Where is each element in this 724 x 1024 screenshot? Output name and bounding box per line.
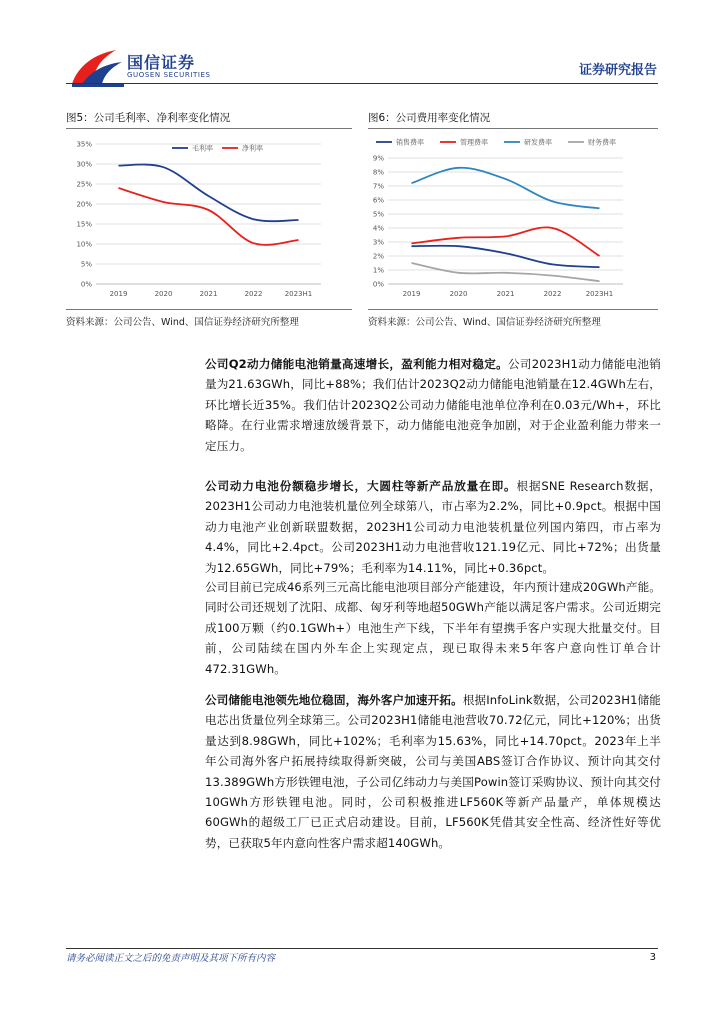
paragraph-energy-storage bbox=[205, 690, 661, 853]
x-tick-label: 2020 bbox=[449, 290, 468, 298]
y-tick-label: 7% bbox=[372, 182, 384, 191]
y-tick-label: 20% bbox=[76, 200, 92, 209]
paragraph-capacity-build bbox=[205, 577, 661, 679]
figure-5-bottom-rule bbox=[66, 309, 352, 310]
legend-label: 销售费率 bbox=[396, 138, 424, 147]
legend-label: 管理费率 bbox=[460, 138, 488, 147]
page-number: 3 bbox=[649, 952, 656, 963]
legend-label: 财务费率 bbox=[588, 138, 616, 147]
report-type-label: 证券研究报告 bbox=[578, 63, 657, 78]
y-tick-label: 35% bbox=[76, 140, 92, 149]
figure-5-title: 图5：公司毛利率、净利率变化情况 bbox=[66, 112, 231, 124]
x-tick-label: 2019 bbox=[402, 290, 421, 298]
y-tick-label: 0% bbox=[372, 280, 384, 289]
y-tick-label: 10% bbox=[76, 240, 92, 249]
x-tick-label: 2022 bbox=[543, 290, 562, 298]
y-tick-label: 9% bbox=[372, 154, 384, 163]
paragraph-heading: 公司Q2动力储能电池销量高速增长，盈利能力相对稳定。 bbox=[205, 357, 509, 371]
paragraph-text: 公司目前已完成46系列三元高比能电池项目部分产能建设，年内预计建成20GWh产能。同时公司还规划了沈阳、成都、匈牙利等地超50GWh产能以满足客户需求。公司近期完成100万颗（约0.1GWh+）电池生产下线，下半年有望携手客户实现大批量交付。目前，公司陆续在国内外车企上实现定点，现已取得未来5年客户意向性订单合计472.31GWh。 bbox=[205, 580, 661, 676]
y-tick-label: 4% bbox=[372, 224, 384, 233]
legend-label: 毛利率 bbox=[192, 144, 213, 153]
series-line-0 bbox=[119, 165, 299, 222]
y-tick-label: 5% bbox=[80, 260, 92, 269]
logo-english-name: GUOSEN SECURITIES bbox=[127, 71, 211, 79]
x-tick-label: 2021 bbox=[199, 290, 218, 298]
paragraph-power-battery-share bbox=[205, 476, 661, 578]
page-header bbox=[0, 0, 724, 100]
paragraph-text: 根据SNE Research数据，2023H1公司动力电池装机量位列全球第八，市占率为2.2%，同比+0.9pct。根据中国动力电池产业创新联盟数据，2023H1公司动力电池装机量位列国内第四，市占率为4.4%，同比+2.4pct。公司2023H1动力电池营收121.19亿元、同比+72%；出货量为12.65GWh，同比+79%；毛利率为14.11%，同比+0.36pct。 bbox=[205, 479, 661, 575]
legend-label: 净利率 bbox=[242, 144, 263, 153]
x-tick-label: 2020 bbox=[154, 290, 173, 298]
legend-label: 研发费率 bbox=[524, 138, 552, 147]
y-tick-label: 2% bbox=[372, 252, 384, 261]
series-line-2 bbox=[412, 168, 600, 209]
paragraph-q2-sales bbox=[205, 354, 661, 456]
paragraph-heading: 公司动力电池份额稳步增长，大圆柱等新产品放量在即。 bbox=[205, 479, 517, 493]
chart-expense-ratios bbox=[368, 132, 653, 304]
figure-5-top-rule bbox=[66, 128, 352, 129]
figure-6-source: 资料来源：公司公告、Wind、国信证券经济研究所整理 bbox=[368, 317, 601, 328]
x-tick-label: 2022 bbox=[244, 290, 263, 298]
y-tick-label: 15% bbox=[76, 220, 92, 229]
y-tick-label: 3% bbox=[372, 238, 384, 247]
footer-disclaimer: 请务必阅读正文之后的免责声明及其项下所有内容 bbox=[66, 953, 276, 964]
x-tick-label: 2023H1 bbox=[585, 290, 614, 298]
figure-5-source: 资料来源：公司公告、Wind、国信证券经济研究所整理 bbox=[66, 317, 299, 328]
y-tick-label: 0% bbox=[80, 280, 92, 289]
paragraph-text: 公司2023H1动力储能电池销量为21.63GWh，同比+88%；我们估计2023Q2动力储能电池销量在12.4GWh左右，环比增长近35%。我们估计2023Q2公司动力储能电池单位净利在0.03元/Wh+，环比略降。在行业需求增速放缓背景下，动力储能电池竞争加剧，对于企业盈利能力带来一定压力。 bbox=[205, 357, 661, 453]
logo-chinese-name: 国信证券 bbox=[127, 53, 196, 72]
y-tick-label: 25% bbox=[76, 180, 92, 189]
x-tick-label: 2023H1 bbox=[284, 290, 313, 298]
y-tick-label: 8% bbox=[372, 168, 384, 177]
paragraph-text: 根据InfoLink数据，公司2023H1储能电芯出货量位列全球第三。公司2023H1储能电池营收70.72亿元，同比+120%；出货量达到8.98GWh，同比+102%；毛利率为15.63%，同比+14.70pct。2023年上半年公司海外客户拓展持续取得新突破，公司与美国ABS签订合作协议、预计向其交付13.389GWh方形铁锂电池，子公司亿纬动力与美国Powin签订采购协议、预计向其交付10GWh方形铁锂电池。同时，公司积极推进LF560K等新产品量产，单体规模达60GWh的超级工厂已正式启动建设。目前，LF560K凭借其安全性高、经济性好等优势，已获取5年内意向性客户需求超140GWh。 bbox=[205, 693, 661, 850]
x-tick-label: 2021 bbox=[496, 290, 515, 298]
figure-6-title: 图6：公司费用率变化情况 bbox=[368, 112, 491, 124]
y-tick-label: 6% bbox=[372, 196, 384, 205]
y-tick-label: 1% bbox=[372, 266, 384, 275]
series-line-0 bbox=[412, 246, 600, 268]
y-tick-label: 30% bbox=[76, 160, 92, 169]
header-divider bbox=[66, 83, 658, 84]
x-tick-label: 2019 bbox=[109, 290, 128, 298]
chart-margins bbox=[66, 132, 351, 304]
y-tick-label: 5% bbox=[372, 210, 384, 219]
figure-6-top-rule bbox=[368, 128, 658, 129]
footer-divider bbox=[66, 948, 658, 949]
figure-6-bottom-rule bbox=[368, 309, 658, 310]
paragraph-heading: 公司储能电池领先地位稳固，海外客户加速开拓。 bbox=[205, 693, 463, 707]
